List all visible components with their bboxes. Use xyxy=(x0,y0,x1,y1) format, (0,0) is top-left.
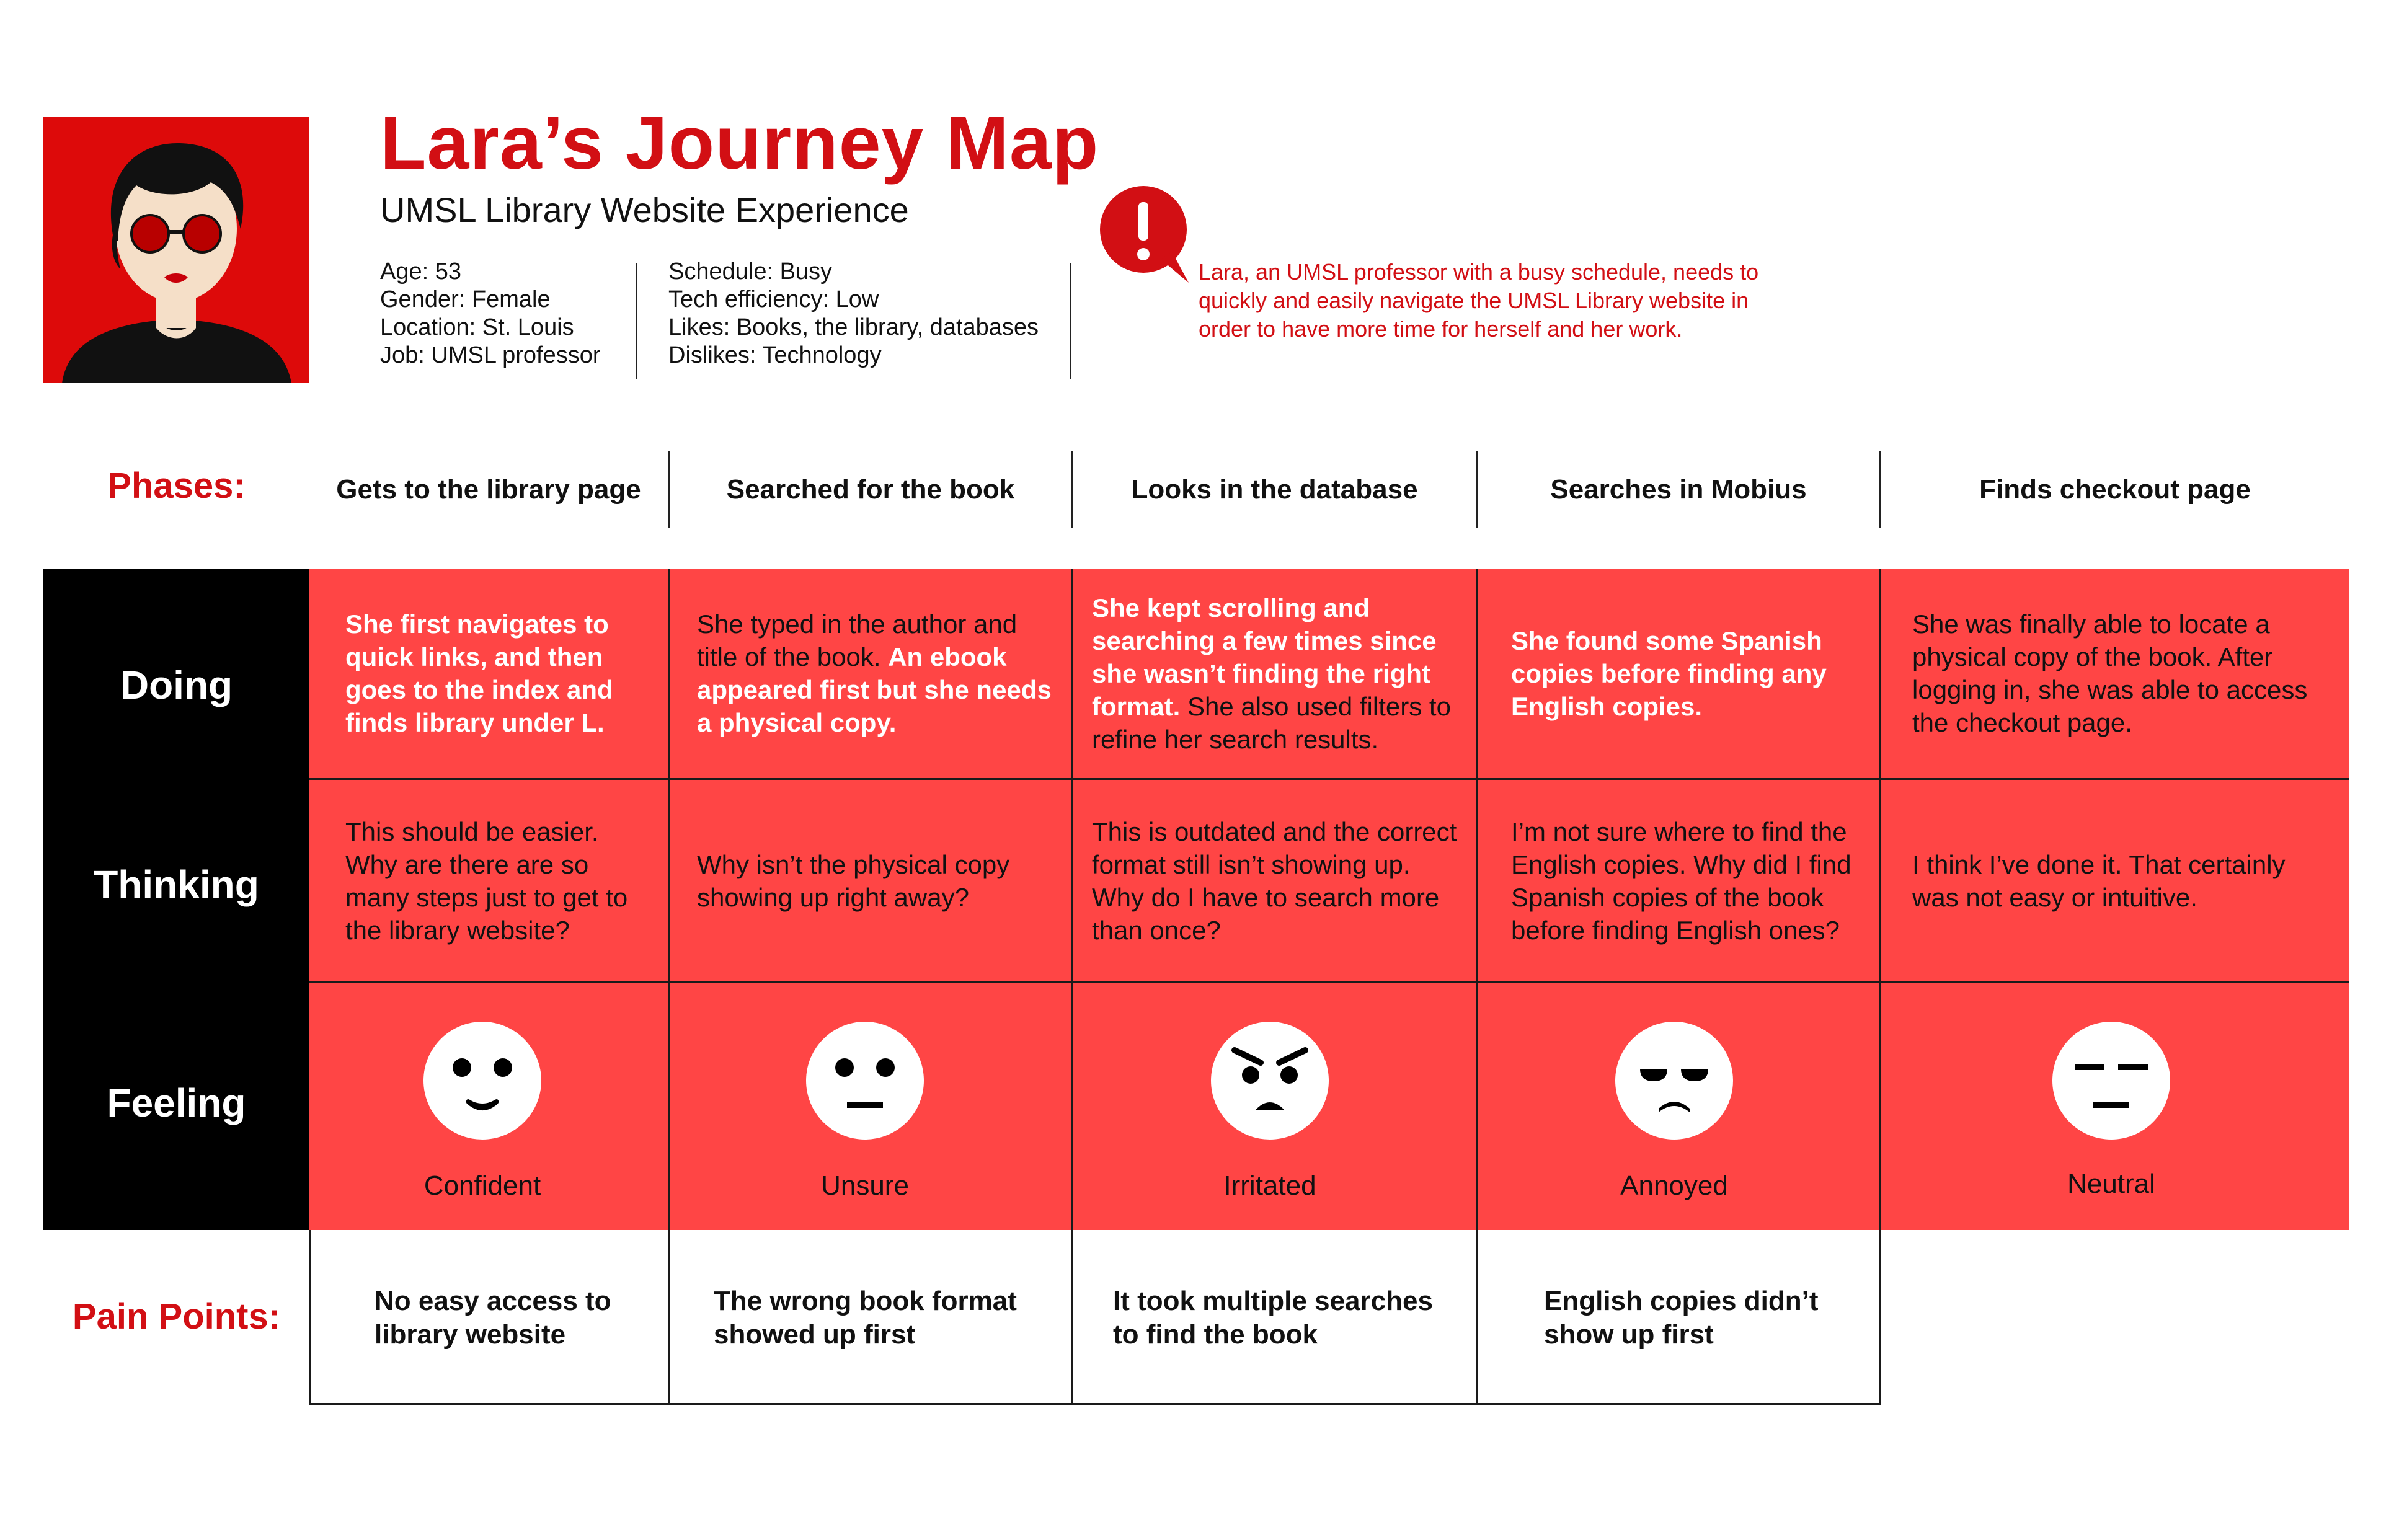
unsure-face-icon xyxy=(806,1022,924,1140)
row-label-thinking: Thinking xyxy=(94,862,259,907)
persona-location: Location: St. Louis xyxy=(380,314,574,340)
phase-gets-to-library-page: Gets to the library page xyxy=(336,474,641,505)
doing-cell-2 xyxy=(670,569,1071,778)
thinking-cell-5: I think I’ve done it. That certainly was not easy or intuitive. xyxy=(1912,849,2286,912)
page-title: Lara’s Journey Map xyxy=(380,100,1099,185)
doing-cell-1 xyxy=(309,569,668,778)
irritated-face-icon xyxy=(1211,1022,1329,1140)
persona-likes: Likes: Books, the library, databases xyxy=(668,314,1039,340)
persona-job: Job: UMSL professor xyxy=(380,342,601,368)
feeling-label-4: Annoyed xyxy=(1620,1170,1728,1201)
row-label-feeling: Feeling xyxy=(107,1081,246,1125)
persona-avatar xyxy=(43,117,309,383)
persona-gender: Gender: Female xyxy=(380,286,551,312)
phases-label: Phases: xyxy=(107,466,246,506)
info-divider xyxy=(1070,263,1071,379)
feeling-label-1: Confident xyxy=(423,1170,541,1201)
alert-icon xyxy=(1099,185,1192,284)
persona-dislikes: Dislikes: Technology xyxy=(668,342,882,368)
phase-searches-in-mobius: Searches in Mobius xyxy=(1550,474,1807,505)
confident-face-icon xyxy=(423,1022,541,1140)
annoyed-face-icon xyxy=(1615,1022,1733,1140)
grid-divider xyxy=(309,981,2349,983)
feeling-label-2: Unsure xyxy=(821,1170,909,1201)
doing-text: She typed in the author and title of the book. xyxy=(697,609,1018,671)
goal-line: order to have more time for herself and her work. xyxy=(1199,316,1683,342)
doing-text: She was finally able to locate a physical copy of the book. After logging in, she was able to access the checkout page. xyxy=(1912,609,2308,737)
pain-point-4: English copies didn’t show up first xyxy=(1544,1286,1819,1350)
pain-border-bottom xyxy=(309,1403,1881,1405)
phase-finds-checkout-page: Finds checkout page xyxy=(1979,474,2251,505)
phase-looks-in-database: Looks in the database xyxy=(1131,474,1418,505)
row-label-doing: Doing xyxy=(120,663,233,707)
persona-tech-efficiency: Tech efficiency: Low xyxy=(668,286,879,312)
doing-cell-5 xyxy=(1881,569,2349,778)
doing-text: She also used filters to refine her search results. xyxy=(1092,691,1451,754)
goal-line: Lara, an UMSL professor with a busy schedule, needs to xyxy=(1199,259,1759,285)
persona-schedule: Schedule: Busy xyxy=(668,259,833,285)
feeling-label-5: Neutral xyxy=(2067,1169,2155,1199)
pain-point-2: The wrong book format showed up first xyxy=(714,1286,1017,1350)
pain-points-label: Pain Points: xyxy=(72,1296,281,1337)
thinking-cell-1: This should be easier. Why are there are so many steps just to get to the library website? xyxy=(345,816,628,945)
doing-cell-3 xyxy=(1073,569,1476,778)
page-subtitle: UMSL Library Website Experience xyxy=(380,190,909,229)
neutral-face-icon xyxy=(2052,1022,2170,1140)
thinking-cell-3: This is outdated and the correct format still isn’t showing up. Why do I have to search more than once? xyxy=(1092,816,1457,945)
phase-searched-for-book: Searched for the book xyxy=(726,474,1015,505)
persona-portrait-icon xyxy=(43,117,309,383)
persona-traits xyxy=(668,258,1039,370)
goal-line: quickly and easily navigate the UMSL Library website in xyxy=(1199,288,1749,313)
doing-cell-4 xyxy=(1478,569,1879,778)
pain-border-left xyxy=(309,1230,311,1405)
persona-age: Age: 53 xyxy=(380,259,461,285)
persona-demographics xyxy=(380,258,601,370)
doing-highlight: An ebook appeared first but she needs a physical copy. xyxy=(697,642,1052,737)
thinking-cell-4: I’m not sure where to find the English copies. Why did I find Spanish copies of the book before finding English ones? xyxy=(1511,816,1851,945)
pain-point-1: No easy access to library website xyxy=(375,1286,611,1350)
persona-goal-statement xyxy=(1199,258,1831,343)
doing-highlight: She first navigates to quick links, and then goes to the index and finds library under L. xyxy=(345,609,613,737)
doing-highlight: She kept scrolling and searching a few times since she wasn’t finding the right format. xyxy=(1092,593,1437,721)
pain-point-3: It took multiple searches to find the book xyxy=(1113,1286,1433,1350)
thinking-cell-2: Why isn’t the physical copy showing up right away? xyxy=(697,849,1010,912)
info-divider xyxy=(636,263,637,379)
feeling-label-3: Irritated xyxy=(1223,1170,1316,1201)
doing-highlight: She found some Spanish copies before finding any English copies. xyxy=(1511,626,1827,721)
